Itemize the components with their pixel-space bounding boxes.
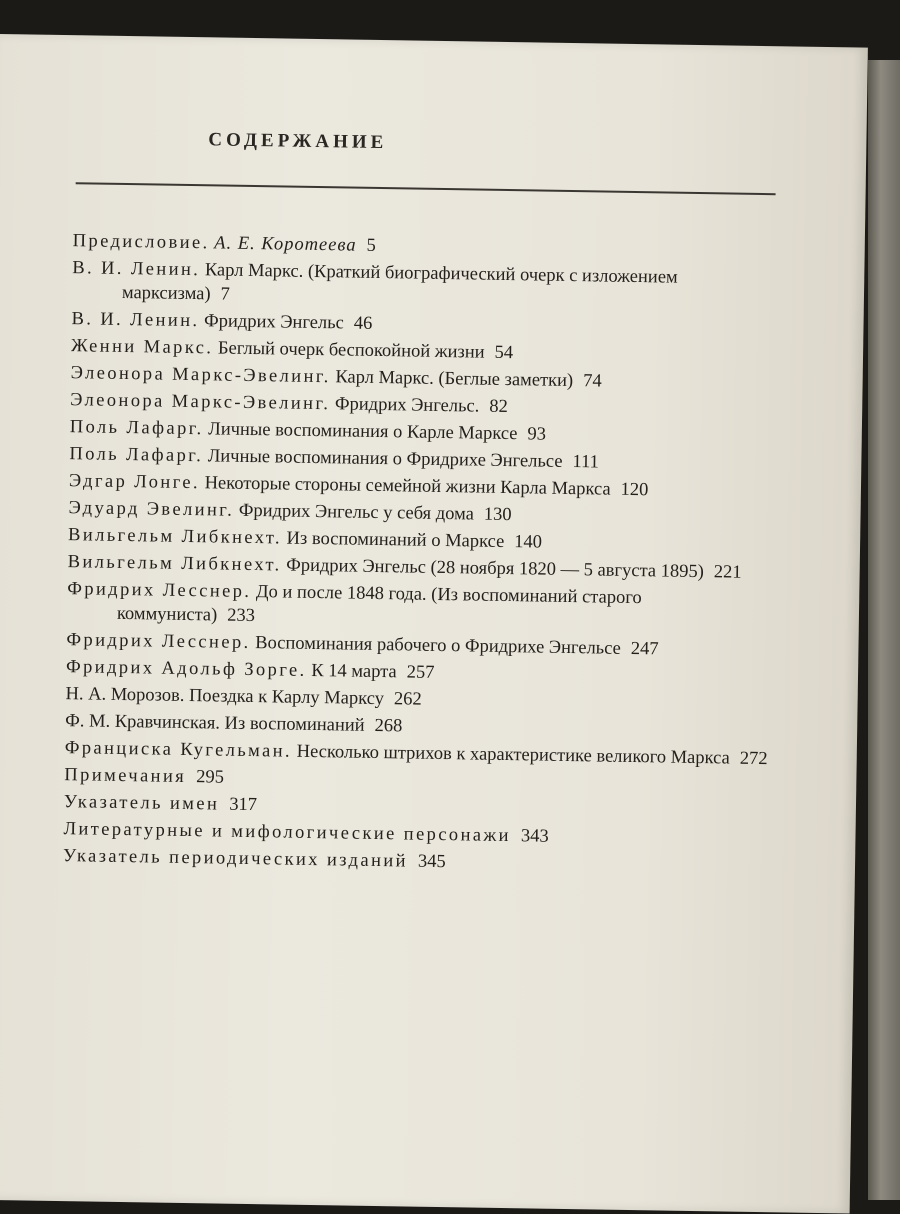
toc-entry-author: Фридрих Лесснер. (67, 579, 252, 603)
book-page (0, 34, 868, 1213)
toc-entry-author: Элеонора Маркс-Эвелинг. (70, 363, 331, 388)
toc-entry-title: Личные воспоминания о Фридрихе Энгельсе (207, 446, 563, 472)
toc-entry-author: Эдуард Эвелинг. (68, 498, 235, 521)
toc-entry-page: 317 (229, 794, 258, 816)
title-divider (76, 182, 776, 195)
toc-entry (72, 256, 785, 315)
toc-entry-author: Вильгельм Либкнехт. (67, 552, 282, 576)
toc-entry-page: 120 (620, 479, 649, 501)
toc-entry-page: 295 (195, 767, 225, 788)
toc-entry-page: 221 (713, 562, 742, 583)
toc-entry-author: Указатель периодических изданий (62, 846, 409, 872)
toc-entry-author: Поль Лафарг. (69, 444, 204, 467)
toc-entry-title: Из воспоминаний о Марксе (286, 528, 505, 552)
toc-entry-title: Карл Маркс. (Беглые заметки) (335, 367, 574, 392)
toc-entry-page: 111 (572, 452, 600, 473)
toc-entry-author: Указатель имен (63, 792, 220, 815)
toc-entry-author: Эдгар Лонге. (68, 471, 201, 494)
toc-entry-title: До и после 1848 года. (Из воспоминаний старого коммуниста) (116, 582, 642, 626)
toc-entry-title: Воспоминания рабочего о Фридрихе Энгельсе (255, 633, 622, 659)
toc-entry-page: 140 (514, 532, 543, 553)
toc-entry-page: 46 (353, 313, 373, 334)
toc-entry-title: Фридрих Энгельс. (334, 394, 480, 417)
toc-entry-page: 93 (527, 424, 547, 445)
toc-entry-author: Элеонора Маркс-Эвелинг. (70, 390, 331, 415)
toc-entry-author: Франциска Кугельман. (64, 738, 293, 762)
toc-entry-title: Из воспоминаний (224, 713, 365, 736)
toc-entry-title: Карл Маркс. (Краткий биографический очерк с изложением марксизма) (121, 260, 678, 305)
toc-entry-title: Фридрих Энгельс у себя дома (238, 500, 475, 525)
toc-entry-page: 247 (630, 638, 659, 660)
toc-entry-title: Поездка к Карлу Марксу (188, 686, 385, 710)
toc-entry-author: Поль Лафарг. (69, 417, 204, 440)
toc-entry-page: 5 (366, 235, 376, 256)
toc-entry-author: Фридрих Адольф Зорге. (65, 657, 307, 681)
toc-entry-author: В. И. Ленин. (71, 309, 200, 332)
toc-entry-page: 272 (739, 748, 768, 770)
toc-entry-author: Примечания (64, 765, 187, 788)
toc-entry-title: Несколько штрихов к характеристике великого Маркса (296, 741, 730, 769)
toc-entry-page: 130 (483, 504, 512, 526)
toc-entry-author: Фридрих Лесснер. (66, 630, 251, 654)
toc-entry-page: 233 (227, 605, 256, 627)
toc-entry-page: 262 (393, 689, 422, 710)
toc-entry-title: Фридрих Энгельс (28 ноября 1820 — 5 августа 1895) (286, 555, 705, 583)
table-of-contents (63, 229, 785, 882)
toc-entry-title: Беглый очерк беспокойной жизни (217, 338, 485, 363)
toc-entry-author: В. И. Ленин. (72, 258, 201, 281)
toc-entry-title: Фридрих Энгельс (203, 311, 345, 334)
toc-entry-author: Литературные и мифологические персонажи (63, 819, 512, 847)
toc-entry-author: Предисловие. (72, 231, 210, 254)
toc-entry-page: 54 (494, 342, 514, 364)
toc-entry-title: Личные воспоминания о Карле Марксе (208, 419, 518, 445)
toc-entry-page: 74 (582, 371, 602, 392)
toc-entry-author: Н. А. Морозов. (65, 684, 185, 706)
toc-entry-page: 82 (489, 396, 509, 418)
toc-entry-author: Ф. М. Кравчинская. (65, 711, 221, 734)
toc-entry-editor: А. Е. Коротеева (214, 233, 357, 256)
book-spine-edge (868, 60, 900, 1200)
toc-entry-page: 268 (374, 715, 403, 737)
toc-entry-author: Вильгельм Либкнехт. (67, 525, 283, 549)
toc-entry-page: 345 (417, 851, 446, 873)
toc-entry-page: 7 (220, 284, 231, 305)
toc-entry (67, 577, 780, 636)
toc-entry-page: 343 (520, 826, 549, 847)
toc-entry-title: К 14 марта (311, 660, 397, 683)
toc-entry-page: 257 (406, 662, 435, 683)
toc-entry-author: Женни Маркс. (70, 336, 214, 359)
page-title: СОДЕРЖАНИЕ (208, 129, 388, 154)
toc-entry-title: Некоторые стороны семейной жизни Карла Маркса (204, 473, 611, 500)
